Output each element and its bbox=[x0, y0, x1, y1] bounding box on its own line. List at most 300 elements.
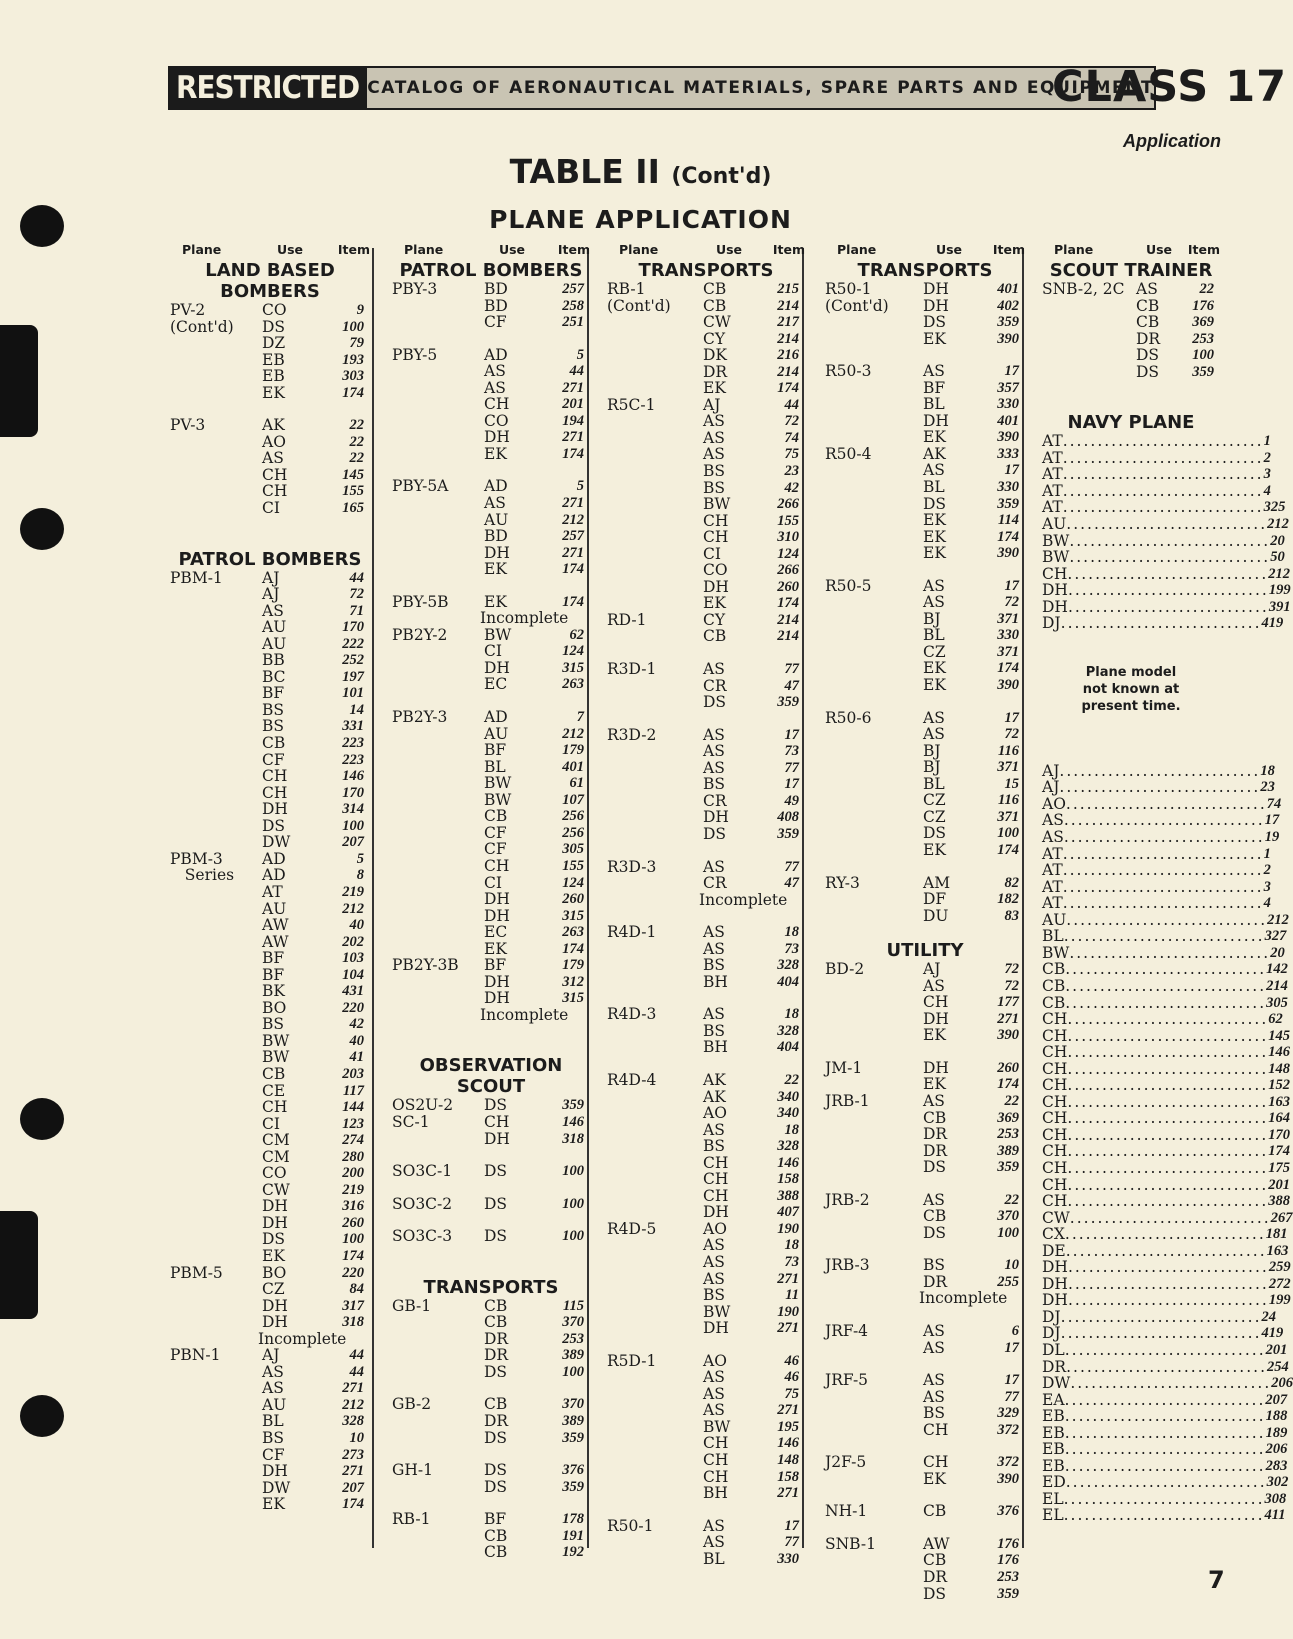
leader-dots: ............................. bbox=[1067, 1175, 1269, 1194]
use-code: EK bbox=[703, 594, 726, 613]
use-code: BW bbox=[484, 774, 512, 793]
spacer bbox=[825, 562, 1025, 578]
item-number: 22 bbox=[1004, 1092, 1019, 1109]
use-code: DH bbox=[262, 1313, 288, 1332]
item-number: 333 bbox=[997, 445, 1019, 462]
use-code: CH bbox=[262, 767, 288, 786]
use-code: CY bbox=[703, 610, 726, 629]
plane-model bbox=[170, 818, 262, 835]
use-code: CH bbox=[262, 783, 288, 802]
use-code: AJ bbox=[1042, 761, 1060, 780]
spacer bbox=[825, 1438, 1025, 1454]
plane-model bbox=[170, 967, 262, 984]
use-code: DS bbox=[484, 1227, 508, 1246]
table-row bbox=[1042, 347, 1220, 364]
item-number: 316 bbox=[342, 1198, 364, 1215]
item-number: 305 bbox=[562, 841, 584, 858]
item-number: 357 bbox=[997, 379, 1019, 396]
table-row bbox=[392, 858, 590, 875]
plane-model bbox=[825, 776, 923, 793]
leader-dots: ............................. bbox=[1065, 794, 1267, 813]
table-row bbox=[170, 1215, 370, 1232]
table-row bbox=[1042, 281, 1220, 298]
use-code: DU bbox=[923, 906, 949, 925]
item-number: 271 bbox=[777, 1485, 799, 1502]
use-code: CF bbox=[484, 313, 507, 332]
plane-model bbox=[170, 1281, 262, 1298]
use-code: DH bbox=[1042, 597, 1068, 616]
plane-model bbox=[825, 545, 923, 562]
use-code: CH bbox=[1042, 1109, 1068, 1128]
use-code: CO bbox=[484, 411, 509, 430]
navy-plane-row bbox=[1042, 761, 1275, 780]
plane-model bbox=[607, 1419, 703, 1436]
navy-plane-row bbox=[1042, 1059, 1291, 1078]
use-code: AS bbox=[923, 1387, 945, 1406]
navy-plane-row bbox=[1042, 960, 1288, 979]
item-number: 155 bbox=[777, 512, 799, 529]
spacer bbox=[392, 693, 590, 709]
item-number: 17 bbox=[1004, 462, 1019, 479]
table-row bbox=[392, 1528, 590, 1545]
leader-dots: ............................. bbox=[1069, 531, 1271, 550]
use-code: AT bbox=[1042, 432, 1063, 451]
item-number: 62 bbox=[1268, 1011, 1283, 1028]
leader-dots: ............................. bbox=[1066, 1357, 1267, 1376]
plane-model bbox=[607, 463, 703, 480]
spacer bbox=[170, 517, 370, 533]
use-code: CB bbox=[703, 280, 727, 298]
plane-model bbox=[825, 1471, 923, 1488]
use-code: CB bbox=[1136, 313, 1160, 332]
column-header-item: Item bbox=[992, 242, 1025, 257]
item-number: 212 bbox=[562, 511, 584, 528]
navy-plane-row bbox=[1042, 1489, 1287, 1508]
plane-model bbox=[392, 545, 484, 562]
use-code: AU bbox=[484, 510, 509, 529]
spacer bbox=[1042, 632, 1220, 648]
table-row bbox=[607, 957, 805, 974]
item-number: 11 bbox=[785, 1287, 799, 1304]
leader-dots: ............................. bbox=[1069, 548, 1271, 567]
use-code: EK bbox=[923, 428, 946, 447]
plane-model bbox=[170, 500, 262, 517]
use-code: BF bbox=[262, 949, 285, 968]
use-code: AS bbox=[703, 725, 725, 744]
use-code: AS bbox=[262, 449, 284, 468]
item-number: 328 bbox=[342, 1413, 364, 1430]
plane-model: RB-1 bbox=[392, 1510, 431, 1529]
item-number: 20 bbox=[1270, 944, 1285, 961]
item-number: 100 bbox=[342, 1231, 364, 1248]
item-number: 174 bbox=[997, 528, 1019, 545]
plane-model: R50-5 bbox=[825, 576, 872, 595]
table-row bbox=[392, 775, 590, 792]
table-row bbox=[170, 1132, 370, 1149]
table-row bbox=[392, 990, 590, 1007]
item-number: 193 bbox=[342, 351, 364, 368]
table-row bbox=[825, 1011, 1025, 1028]
spacer bbox=[392, 1380, 590, 1396]
table-row bbox=[170, 669, 370, 686]
use-code: DS bbox=[262, 317, 286, 336]
use-code: CB bbox=[484, 1526, 508, 1545]
item-number: 107 bbox=[562, 791, 584, 808]
plane-model bbox=[392, 314, 484, 331]
table-row bbox=[825, 396, 1025, 413]
plane-model bbox=[607, 1188, 703, 1205]
item-number: 325 bbox=[1263, 499, 1286, 516]
table-row bbox=[607, 430, 805, 447]
table-row bbox=[170, 1116, 370, 1133]
plane-model bbox=[392, 941, 484, 958]
table-row bbox=[825, 281, 1025, 298]
item-number: 318 bbox=[562, 1130, 584, 1147]
item-number: 145 bbox=[342, 466, 364, 483]
table-row bbox=[170, 1000, 370, 1017]
plane-model bbox=[825, 529, 923, 546]
item-number: 312 bbox=[562, 973, 584, 990]
plane-model bbox=[825, 314, 923, 331]
navy-plane-row bbox=[1042, 1043, 1291, 1062]
item-number: 117 bbox=[343, 1082, 364, 1099]
leader-dots: ............................. bbox=[1067, 1109, 1269, 1128]
item-number: 370 bbox=[997, 1208, 1019, 1225]
table-row bbox=[392, 742, 590, 759]
use-code: EK bbox=[923, 511, 946, 530]
table-row bbox=[392, 825, 590, 842]
navy-plane-row bbox=[1042, 531, 1285, 550]
table-row bbox=[825, 1422, 1025, 1439]
table-row bbox=[825, 1076, 1025, 1093]
use-code: CB bbox=[484, 1296, 508, 1315]
plane-model bbox=[170, 785, 262, 802]
navy-plane-row bbox=[1042, 1456, 1288, 1475]
item-number: 317 bbox=[342, 1297, 364, 1314]
plane-model bbox=[607, 776, 703, 793]
use-code: DH bbox=[262, 1213, 288, 1232]
table-row bbox=[170, 685, 370, 702]
item-number: 77 bbox=[784, 661, 799, 678]
navy-plane-row bbox=[1042, 1258, 1291, 1277]
table-row bbox=[825, 825, 1025, 842]
table-row bbox=[825, 363, 1025, 380]
item-number: 148 bbox=[777, 1452, 799, 1468]
use-code: BS bbox=[703, 1286, 726, 1305]
use-code: EB bbox=[1042, 1440, 1065, 1459]
use-code: EK bbox=[923, 527, 946, 546]
item-number: 145 bbox=[1268, 1027, 1291, 1044]
item-number: 5 bbox=[576, 478, 584, 495]
table-row bbox=[825, 1225, 1025, 1242]
item-number: 318 bbox=[342, 1314, 364, 1331]
use-code: CF bbox=[262, 750, 285, 769]
use-code: CE bbox=[262, 1081, 286, 1100]
plane-model bbox=[825, 759, 923, 776]
column-header bbox=[607, 242, 805, 260]
column-header bbox=[1042, 242, 1220, 260]
use-code: DH bbox=[923, 1058, 949, 1077]
item-number: 359 bbox=[1192, 363, 1214, 380]
use-code: AK bbox=[703, 1087, 726, 1106]
spacer bbox=[392, 1245, 590, 1261]
item-number: 390 bbox=[997, 429, 1019, 446]
table-row bbox=[825, 1536, 1025, 1553]
use-code: CB bbox=[262, 734, 286, 753]
navy-plane-row bbox=[1042, 1423, 1288, 1442]
table-row bbox=[607, 1188, 805, 1205]
use-code: CW bbox=[1042, 1208, 1070, 1227]
plane-model: RY-3 bbox=[825, 873, 860, 892]
table-row bbox=[825, 496, 1025, 513]
plane-model bbox=[170, 1198, 262, 1215]
table-row bbox=[170, 335, 370, 352]
item-number: 359 bbox=[997, 495, 1019, 512]
plane-model bbox=[392, 676, 484, 693]
use-code: CB bbox=[923, 1207, 947, 1226]
use-code: AS bbox=[262, 601, 284, 620]
navy-plane-row bbox=[1042, 614, 1284, 633]
use-code: CH bbox=[703, 1186, 729, 1205]
use-code: BL bbox=[923, 774, 945, 793]
table-row bbox=[607, 661, 805, 678]
plane-model bbox=[392, 380, 484, 397]
spacer bbox=[1042, 747, 1220, 763]
plane-model bbox=[607, 1287, 703, 1304]
plane-model bbox=[825, 677, 923, 694]
leader-dots: ............................. bbox=[1062, 432, 1264, 451]
item-number: 47 bbox=[784, 677, 799, 694]
use-code: DH bbox=[923, 411, 949, 430]
spacer bbox=[1042, 715, 1220, 731]
column-header-use: Use bbox=[1145, 242, 1173, 257]
item-number: 359 bbox=[997, 1159, 1019, 1176]
table-row bbox=[170, 1397, 370, 1414]
item-number: 327 bbox=[1264, 928, 1287, 945]
plane-model: Series bbox=[170, 866, 235, 885]
item-number: 22 bbox=[349, 433, 364, 450]
table-row bbox=[1042, 314, 1220, 331]
navy-plane-row bbox=[1042, 1092, 1291, 1111]
use-code: CB bbox=[1042, 960, 1066, 979]
table-row bbox=[825, 875, 1025, 892]
table-row bbox=[607, 480, 805, 497]
item-number: 253 bbox=[1192, 330, 1214, 347]
plane-model bbox=[170, 1364, 262, 1381]
column-header-item: Item bbox=[337, 242, 370, 257]
plane-model bbox=[607, 875, 703, 892]
column-header bbox=[392, 242, 590, 260]
item-number: 389 bbox=[997, 1142, 1019, 1159]
incomplete-note: Incomplete bbox=[480, 609, 569, 628]
item-number: 4 bbox=[1263, 895, 1271, 912]
use-code: CI bbox=[484, 642, 502, 661]
table-row bbox=[825, 1372, 1025, 1389]
plane-model bbox=[392, 924, 484, 941]
item-number: 103 bbox=[342, 950, 364, 967]
leader-dots: ............................. bbox=[1067, 1010, 1269, 1029]
use-code: CH bbox=[1042, 564, 1068, 583]
plane-model bbox=[170, 752, 262, 769]
use-code: CB bbox=[484, 1543, 508, 1562]
plane-model: JRB-2 bbox=[825, 1190, 870, 1209]
plane-model bbox=[607, 446, 703, 463]
table-row bbox=[170, 768, 370, 785]
plane-model bbox=[170, 917, 262, 934]
use-code: AS bbox=[703, 1269, 725, 1288]
use-code: BS bbox=[262, 717, 285, 736]
item-number: 202 bbox=[342, 933, 364, 950]
plane-model: JRB-3 bbox=[825, 1256, 870, 1275]
item-number: 181 bbox=[1265, 1226, 1288, 1243]
table-row bbox=[607, 859, 805, 876]
plane-model bbox=[170, 1149, 262, 1166]
leader-dots: ............................. bbox=[1064, 1440, 1266, 1459]
use-code: DS bbox=[484, 1477, 508, 1496]
table-row bbox=[825, 1389, 1025, 1406]
navy-plane-row bbox=[1042, 844, 1271, 863]
table-row bbox=[170, 467, 370, 484]
plane-model: SNB-1 bbox=[825, 1534, 876, 1553]
use-code: DS bbox=[484, 1194, 508, 1213]
item-number: 359 bbox=[777, 694, 799, 711]
leader-dots: ............................. bbox=[1064, 1423, 1266, 1442]
item-number: 100 bbox=[997, 1224, 1019, 1241]
use-code: CH bbox=[1042, 1192, 1068, 1211]
use-code: CF bbox=[484, 823, 507, 842]
leader-dots: ............................. bbox=[1067, 1043, 1269, 1062]
item-number: 388 bbox=[1268, 1193, 1291, 1210]
plane-model: JM-1 bbox=[825, 1058, 863, 1077]
table-row bbox=[392, 1347, 590, 1364]
leader-dots: ............................. bbox=[1064, 1225, 1266, 1244]
plane-model bbox=[607, 809, 703, 826]
item-number: 18 bbox=[784, 1237, 799, 1254]
spacer bbox=[825, 1176, 1025, 1192]
table-row bbox=[825, 961, 1025, 978]
plane-model bbox=[607, 496, 703, 513]
navy-plane-row bbox=[1042, 1175, 1291, 1194]
leader-dots: ............................. bbox=[1062, 844, 1264, 863]
use-code: CH bbox=[703, 1451, 729, 1469]
table-row bbox=[607, 776, 805, 793]
plane-model bbox=[392, 1314, 484, 1331]
table-row bbox=[170, 1149, 370, 1166]
plane-model bbox=[607, 694, 703, 711]
use-code: CB bbox=[484, 1313, 508, 1332]
table-row bbox=[392, 396, 590, 413]
navy-plane-row bbox=[1042, 1125, 1291, 1144]
table-row bbox=[825, 908, 1025, 925]
plane-model bbox=[392, 660, 484, 677]
table-row bbox=[170, 417, 370, 434]
plane-model bbox=[170, 983, 262, 1000]
use-code: CO bbox=[703, 561, 728, 580]
table-row bbox=[607, 513, 805, 530]
leader-dots: ............................. bbox=[1066, 910, 1268, 929]
binder-tab bbox=[0, 1211, 38, 1319]
use-code: AS bbox=[703, 1236, 725, 1255]
item-number: 115 bbox=[563, 1297, 584, 1314]
table-row bbox=[825, 1110, 1025, 1127]
plane-model bbox=[170, 652, 262, 669]
table-row bbox=[825, 594, 1025, 611]
use-code: AW bbox=[262, 932, 289, 951]
use-code: DH bbox=[484, 1129, 510, 1148]
item-number: 330 bbox=[997, 479, 1019, 496]
leader-dots: ............................. bbox=[1060, 1324, 1262, 1343]
table-row bbox=[392, 545, 590, 562]
use-code: CH bbox=[703, 511, 729, 530]
plane-model bbox=[170, 1248, 262, 1265]
plane-model: PV-3 bbox=[170, 416, 206, 435]
table-title-cont: (Cont'd) bbox=[671, 164, 772, 189]
use-code: AO bbox=[703, 1104, 727, 1123]
spacer bbox=[825, 1520, 1025, 1536]
use-code: BK bbox=[262, 982, 285, 1001]
plane-model bbox=[607, 1304, 703, 1321]
table-row bbox=[170, 1165, 370, 1182]
table-row bbox=[392, 676, 590, 693]
item-number: 254 bbox=[1267, 1358, 1289, 1375]
column-header-item: Item bbox=[772, 242, 805, 257]
item-number: 17 bbox=[1004, 709, 1019, 726]
item-number: 22 bbox=[349, 450, 364, 467]
plane-model bbox=[170, 685, 262, 702]
use-code: AU bbox=[262, 1395, 287, 1414]
table-row bbox=[607, 1155, 805, 1172]
plane-model bbox=[825, 891, 923, 908]
use-code: AO bbox=[1042, 794, 1066, 813]
navy-plane-row bbox=[1042, 1473, 1289, 1492]
item-number: 100 bbox=[342, 817, 364, 834]
navy-plane-row bbox=[1042, 1026, 1291, 1045]
plane-model bbox=[607, 1089, 703, 1106]
plane-model bbox=[170, 1016, 262, 1033]
item-number: 146 bbox=[777, 1154, 799, 1171]
plane-model bbox=[170, 718, 262, 735]
item-number: 359 bbox=[562, 1429, 584, 1446]
use-code: AS bbox=[923, 1190, 945, 1209]
item-number: 75 bbox=[784, 446, 799, 463]
table-row bbox=[170, 884, 370, 901]
use-code: CB bbox=[923, 1551, 947, 1570]
leader-dots: ............................. bbox=[1064, 1456, 1266, 1475]
plane-model bbox=[607, 1039, 703, 1056]
leader-dots: ............................. bbox=[1064, 1390, 1266, 1409]
item-number: 77 bbox=[1004, 1388, 1019, 1405]
table-row bbox=[825, 529, 1025, 546]
use-code: BS bbox=[262, 1429, 285, 1447]
table-row bbox=[170, 934, 370, 951]
table-column bbox=[825, 242, 1025, 1602]
use-code: CX bbox=[1042, 1225, 1065, 1244]
navy-plane-row bbox=[1042, 1142, 1291, 1161]
plane-model bbox=[607, 1485, 703, 1502]
table-row bbox=[607, 347, 805, 364]
plane-model bbox=[607, 331, 703, 348]
use-code: DH bbox=[262, 1296, 288, 1315]
item-number: 206 bbox=[1265, 1441, 1288, 1458]
use-code: EB bbox=[1042, 1407, 1065, 1426]
use-code: EK bbox=[923, 329, 946, 348]
item-number: 401 bbox=[562, 758, 584, 775]
table-row bbox=[607, 826, 805, 843]
item-number: 371 bbox=[997, 808, 1019, 825]
use-code: DS bbox=[1136, 362, 1160, 381]
use-code: BW bbox=[703, 495, 731, 514]
item-number: 77 bbox=[784, 858, 799, 875]
